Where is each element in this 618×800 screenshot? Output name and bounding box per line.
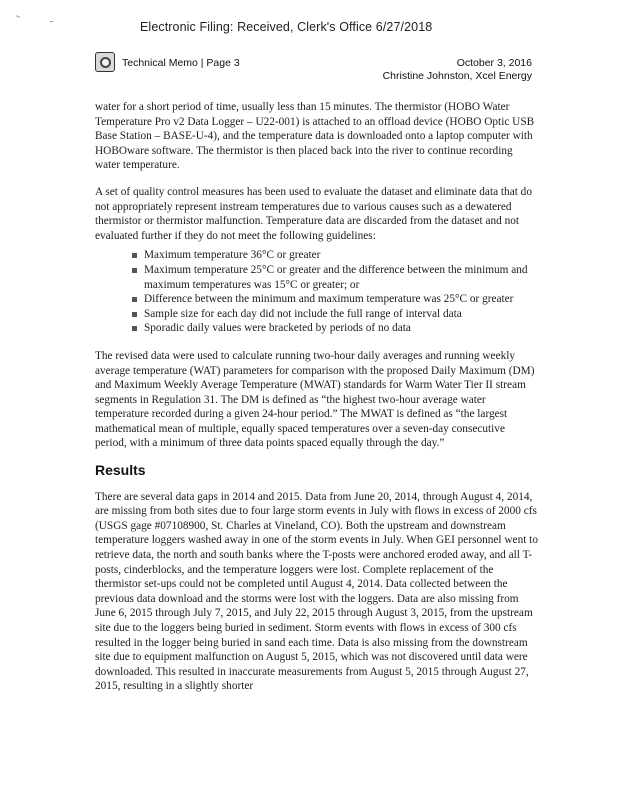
body-paragraph: A set of quality control measures has been used to evaluate the dataset and eliminate data that do not appropriately represent instream temperatures due to various causes such as a dewatered thermistor or thermistor malfunction. Temperature data are discarded from the dataset and not evaluated further if they do not meet the following guidelines:: [95, 185, 532, 242]
body-paragraph: water for a short period of time, usually less than 15 minutes. The thermistor (HOBO Water Temperature Pro v2 Data Logger – U22-001) is attached to an offload device (HOBO Optic USB Base Station – BASE-U-4), and the temperature data is downloaded onto a laptop computer with HOBOware software. The thermistor is then placed back into the river to continue recording water temperature.: [95, 101, 535, 172]
guideline-item: Sample size for each day did not include the full range of interval data: [132, 307, 539, 322]
guideline-item: Difference between the minimum and maximum temperature was 25°C or greater: [132, 292, 539, 307]
memo-page-label: Technical Memo | Page 3: [122, 57, 240, 69]
logo-emblem: [100, 57, 111, 68]
guideline-item: Sporadic daily values were bracketed by periods of no data: [132, 321, 539, 336]
memo-author: Christine Johnston, Xcel Energy: [382, 70, 532, 82]
company-logo-icon: [95, 52, 115, 72]
section-heading-results: Results: [95, 462, 146, 479]
scan-speck: [16, 15, 20, 18]
guideline-item: Maximum temperature 36°C or greater: [132, 248, 539, 263]
filing-stamp: Electronic Filing: Received, Clerk's Office 6/27/2018: [140, 20, 433, 34]
guideline-item: Maximum temperature 25°C or greater and the difference between the minimum and maximum temperatures was 15°C or greater; or: [132, 263, 539, 292]
memo-date: October 3, 2016: [456, 57, 532, 69]
scan-speck: [50, 21, 53, 22]
body-paragraph: The revised data were used to calculate running two-hour daily averages and running weekly average temperature (WAT) parameters for comparison with the proposed Daily Maximum (DM) and Maximum Weekly Average Temperature (MWAT) standards for Warm Water Tier II stream segments in Regulation 31. The DM is defined as “the highest two-hour average water temperature recorded during a given 24-hour period.” The MWAT is defined as “the largest mathematical mean of multiple, equally spaced temperatures over a seven-day consecutive period, with a minimum of three data points spaced equally through the day.”: [95, 349, 535, 450]
memo-header-right: [383, 57, 532, 83]
guidelines-list: [95, 248, 539, 336]
memo-body: [95, 100, 539, 706]
body-paragraph: There are several data gaps in 2014 and 2015. Data from June 20, 2014, through August 4, 2014, are missing from both sites due to four large storm events in July with flows in excess of 2000 cfs (USGS gage #07108900, St. Charles at Vineland, CO). Both the upstream and downstream temperature loggers washed away in one of the storm events in July. When GEI personnel went to retrieve data, the north and south banks where the T-posts were anchored eroded away, and all T-posts, cinderblocks, and the temperature loggers were lost. Complete replacement of the thermistor set-ups could not be completed until August 4, 2014. Data collected between the previous data download and the storms were lost with the loggers. Data are also missing from June 6, 2015 through July 7, 2015, and July 22, 2015 through August 3, 2015, from the upstream site due to the loggers being buried in sediment. Storm events with flows in excess of 300 cfs resulted in the logger being buried in sand each time. Data is also missing from the downstream site due to equipment malfunction on August 5, 2015, which was not discovered until data were downloaded. This resulted in inaccurate measurements from August 5, 2015 through August 27, 2015, resulting in a slightly shorter: [95, 490, 538, 693]
